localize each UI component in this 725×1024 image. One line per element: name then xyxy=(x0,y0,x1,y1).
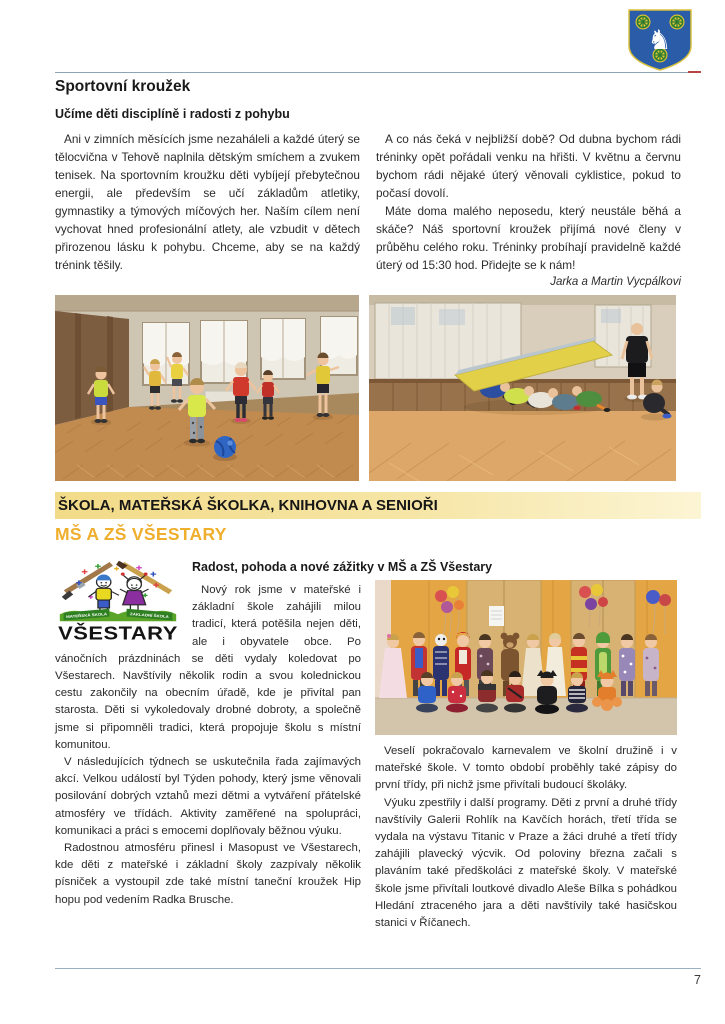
paragraph: A co nás čeká v nejbližší době? Od dubna bychom rádi tréninky opět pořádali venku na hřišti. V květnu a červnu bychom rádi nějaké úterý věnovali cyklistice, pokud to počasí dovolí. xyxy=(376,132,681,200)
article-signature: Jarka a Martin Vycpálkovi xyxy=(550,276,681,288)
coat-of-arms xyxy=(624,8,696,72)
section-banner-label: ŠKOLA, MATEŘSKÁ ŠKOLKA, KNIHOVNA A SENIOŘI xyxy=(58,497,438,514)
section-title-sport: Sportovní kroužek xyxy=(55,78,191,95)
section-subtitle-sport: Učíme děti disciplíně i radosti z pohybu xyxy=(55,107,290,121)
header-rule xyxy=(55,72,688,73)
logo-ribbon-left: MATEŘSKÁ ŠKOLA xyxy=(65,611,108,619)
paragraph: Radostnou atmosféru přinesl i Masopust ve Všestarech, kde děti z mateřské i základní školy zazpívaly několik písniček a vystoupil zde také místní taneční kroužek Hip hopu pod vedením Radka Brusche. xyxy=(55,842,361,906)
horse-icon: ♞ xyxy=(647,25,672,56)
paragraph: Veselí pokračovalo karnevalem ve školní družině i v mateřské škole. V tomto období proběhly také zápisy do první třídy, při nichž jsme přivítali budoucí školáky. xyxy=(375,745,677,792)
photo-carnival xyxy=(375,580,677,735)
section-banner xyxy=(55,492,701,519)
logo-ribbon-right: ZÁKLADNÍ ŠKOLA xyxy=(129,611,170,619)
logo-title: VŠESTARY xyxy=(58,624,178,644)
header-rule-accent xyxy=(688,71,701,73)
sport-columns xyxy=(55,130,701,288)
logo-spacer xyxy=(55,558,192,646)
wheel-icon xyxy=(670,15,685,30)
paragraph: Máte doma malého neposedu, který neustále běhá a skáče? Náš sportovní kroužek přijímá nové členy v průběhu celého roku. Tréninky probíhají pravidelně každé úterý od 15:30 hod. Přidejte se k nám! xyxy=(376,204,681,272)
section-title-ms-zs: MŠ A ZŠ VŠESTARY xyxy=(55,524,227,544)
paragraph: Nový rok jsme v mateřské i základní škole zahájili milou tradicí, která potěšila nejen děti, ale i obyvatele obce. Po vánočních prázdninách se děti vydaly koledovat po Všestarech. Navštívily několik rodin a svou kolednickou cestu zakončily na obecním úřadě, kde je přivítal pan starosta. Děti si vykoledovaly drobné dobroty, a společně jsme si připomněli tradici, která propojuje školu s místní komunitou. xyxy=(55,584,361,751)
photo-gym-soccer xyxy=(55,295,359,481)
ms-zs-column-left xyxy=(55,558,493,909)
paragraph: V následujících týdnech se uskutečnila řada zajímavých akcí. Velkou událostí byl Týden pohody, který jsme věnovali posilování dobrých vztahů mezi dětmi a vytváření přátelské atmosféry ve třídách. Aktivity zaměřené na spolupráci, komunikaci a práci s emocemi doplňovaly běžnou výuku. xyxy=(55,756,361,837)
paragraph: Výuku zpestřily i další programy. Děti z první a druhé třídy navštívily Galerii Rohlík na Kavčích horách, třetí třída se vydala na výstavu Titanic v Praze a žáci druhé a třetí třídy zahájili plavecký výcvik. Od poloviny března začali s plaváním také předškoláci z mateřské školy. V mateřské škole jsme přivítali loutkové divadlo Aleše Bílka s pohádkou Hledání ztraceného jara a děti navštívily také hasičskou stanici v Říčanech. xyxy=(375,796,677,930)
footer-rule xyxy=(55,968,701,969)
photo-gym-obstacle xyxy=(369,295,676,481)
page-number: 7 xyxy=(694,973,701,987)
sport-column-left xyxy=(55,130,360,288)
article-heading: Radost, pohoda a nové zážitky v MŠ a ZŠ Všestary xyxy=(192,560,493,574)
paragraph: Ani v zimních měsících jsme nezaháleli a každé úterý se tělocvična v Tehově naplnila dětským smíchem a zvukem tenisek. Na sportovním kroužku děti vybíjejí přebytečnou energii, ale především se učí základům atletiky, gymnastiky a týmových míčových her. Naším cílem není vychovat hned profesionální atlety, ale vzbudit v dětech přirozenou lásku k pohybu. Chceme, aby se na každý trénink těšily. xyxy=(55,132,360,272)
ms-zs-column-right xyxy=(375,558,677,932)
sport-column-right xyxy=(376,130,681,288)
